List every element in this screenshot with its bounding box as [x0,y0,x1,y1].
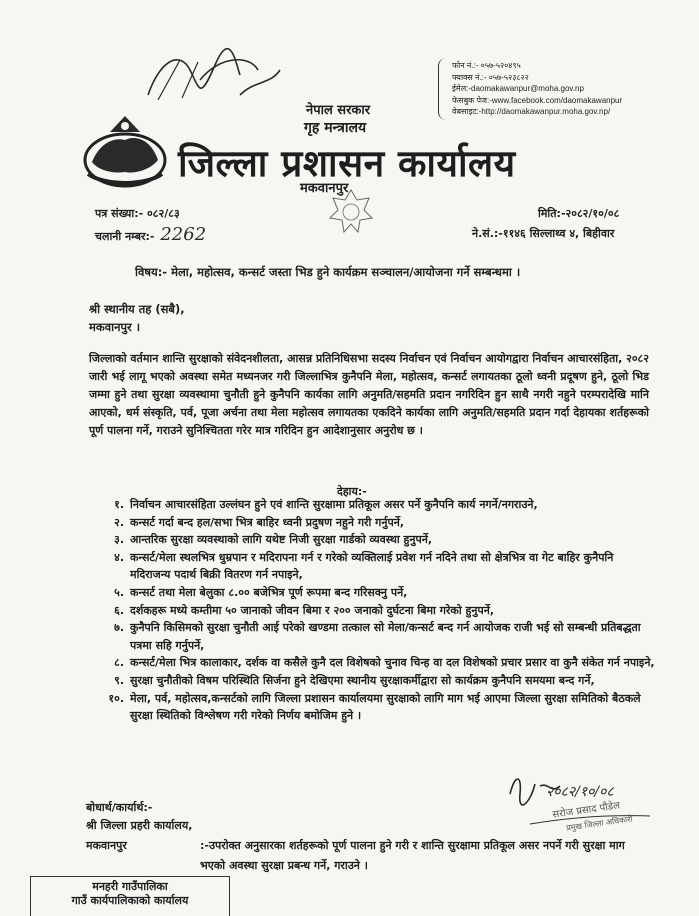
condition-text: दर्शकहरू मध्ये कम्तीमा ५० जानाको जीवन बिमा र २०० जनाको दुर्घटना बिमा गरेको हुनुपर्ने, [130,603,495,617]
condition-item [100,531,655,549]
email: ईमेल:-daomakawanpur@moha.gov.np [452,84,584,93]
nepal-sambat-date: ने.सं.:-११४६ सिल्लाथ्व ४, बिहीवार [472,227,615,240]
subject-line: विषय:- मेला, महोत्सव, कन्सर्ट जस्ता भिड हुने कार्यक्रम सञ्चालन/आयोजना गर्ने सम्बन्धमा । [135,265,521,279]
condition-number: ३. [114,533,124,547]
condition-item [100,619,655,654]
fax: फ्याक्स नं.:- ०५७-५२३८२२ [452,72,529,82]
letter-number: पत्र संख्या:- ०८२/८३ [95,207,180,220]
government-name: नेपाल सरकार [306,103,371,118]
condition-text: मेला, पर्व, महोत्सव,कन्सर्टको लागि जिल्ला प्रशासन कार्यालयमा सुरक्षाको लागि माग भई आएमा जिल्ला सुरक्षा समितिको बैठकले सुरक्षा स्थितिको विश्लेषण गरी गरेको निर्णय बमोजिम हुने । [130,691,641,723]
received-stamp [30,876,230,916]
conditions-heading: देहाय:- [337,485,367,498]
phone: फोन नं.:- ०५७-५२०४९५ [452,61,521,70]
condition-text: कन्सर्ट/मेला स्थलभित्र धुम्रपान र मदिरापना गर्न र गरेको व्यक्तिलाई प्रवेश गर्न नदिने तथा सो क्षेत्रभित्र वा गेट बाहिर कुनैपनि मदिराजन्य पदार्थ बिक्री वितरण गर्न नपाइने, [130,550,614,582]
condition-item [100,496,655,514]
received-stamp-line-1: मनहरी गाउँपालिका [92,880,168,893]
contact-block [452,60,622,118]
contact-brace [438,58,449,120]
dispatch-number-row [95,224,206,245]
condition-text: आन्तरिक सुरक्षा व्यवस्थाको लागि यथेष्ट निजी सुरक्षा गार्डको व्यवस्था हुनुपर्ने, [130,533,433,547]
condition-number: ५. [114,585,124,599]
office-seal-icon [326,186,376,242]
condition-number: २. [114,515,124,529]
nepal-emblem-icon [80,112,170,192]
recipient-line-1: श्री स्थानीय तह (सबै), [89,302,185,316]
handwritten-note [140,40,290,110]
signer-title: प्रमुख जिल्ला अधिकारी [565,814,634,833]
condition-item [100,602,655,620]
condition-text: कन्सर्ट गर्दा बन्द हल/सभा भित्र बाहिर ध्वनी प्रदुषण नहुने गरी गर्नुपर्ने, [130,515,405,529]
received-stamp-line-2: गाउँ कार्यपालिकाको कार्यालय [71,894,189,907]
recipient-line-2: मकवानपुर । [89,320,141,334]
condition-number: १. [114,498,124,511]
condition-text: सुरक्षा चुनौतीको विषम परिस्थिति सिर्जना हुने देखिएमा स्थानीय सुरक्षाकर्मीद्वारा सो कार्यक्रम कुनैपनि समयमा बन्द गर्ने, [130,673,595,687]
signature-date: २०८२/१०/०८ [546,784,614,800]
condition-text: निर्वाचन आचारसंहिता उल्लंघन हुने एवं शान्ति सुरक्षामा प्रतिकूल असर पर्ने कुनैपनि कार्य नगर्ने/नगराउने, [130,498,538,511]
condition-number: ६. [114,603,124,617]
condition-number: ८. [114,656,124,670]
condition-number: ९. [114,673,124,687]
district-name: मकवानपुर [300,181,349,196]
conditions-list [100,496,655,725]
ministry-name: गृह मन्त्रालय [304,120,367,136]
condition-item [100,514,655,532]
condition-number: १०. [108,691,124,705]
condition-text: कुनैपनि किसिमको सुरक्षा चुनौती आई परेको खण्डमा तत्काल सो मेला/कन्सर्ट बन्द गर्न आयोजक राजी भई सो सम्बन्धी प्रतिबद्धता पत्रमा सहि गर्नुपर्ने, [130,621,641,652]
dispatch-label: चलानी नम्बर:- [95,230,155,243]
condition-text: कन्सर्ट/मेला भित्र कालाकार, दर्शक वा कसैले कुनै दल विशेषको चुनाव चिन्ह वा दल विशेषको प्रचार प्रसार वा कुनै संकेत गर्न नपाइने, [130,656,655,670]
cc-office: श्री जिल्ला प्रहरी कार्यालय, [86,819,193,832]
signer-name: सरोज प्रसाद पौडेल [551,800,621,821]
body-paragraph: जिल्लाको वर्तमान शान्ति सुरक्षाको संवेदनशीलता, आसन्न प्रतिनिधिसभा सदस्य निर्वाचन एवं निर्वाचन आयोगद्वारा निर्वाचन आचारसंहिता, २०८२ जारी भई लागू भएको अवस्था समेत मध्यनजर गरी जिल्लाभित्र कुनैपनि मेला, महोत्सव, कन्सर्ट लगायतका ठूलो ध्वनी प्रदूषण हुने, ठूलो भिड जम्मा हुने तथा सुरक्षा व्यवस्थामा चुनौती हुने कुनैपनि कार्यका लागि अनुमति/सहमति प्रदान नगरिदिन हुन साथै नगरी नहुने परम्परादेखि मानि आएको, धर्म संस्कृति, पर्व, पूजा अर्चना तथा मेला महोत्सव लगायतका एकदिने कार्यका लागि अनुमति/सहमति प्रदान गर्दा देहायका शर्तहरूको पूर्ण पालना गर्ने, गराउने सुनिश्चितता गरेर मात्र गरिदिन हुन आदेशानुसार अनुरोध छ । [89,352,649,437]
condition-item [100,584,655,602]
condition-item [100,549,655,584]
cc-note: :-उपरोक्त अनुसारका शर्तहरूको पूर्ण पालना हुने गरी र शान्ति सुरक्षामा प्रतिकूल असर नपर्ने गरी सुरक्षा माग भएको अवस्था सुरक्षा प्रबन्ध गर्ने, गराउने । [200,839,625,872]
facebook: फेसबुक पेज:-www.facebook.com/daomakawanpur [452,95,623,105]
condition-item [100,654,655,672]
cc-heading: बोधार्थ/कार्यार्थ:- [86,801,153,814]
condition-item [100,690,655,725]
dispatch-number: 2262 [160,224,207,245]
condition-number: ७. [114,621,124,635]
cc-place: मकवानपुर [86,839,127,852]
condition-item [100,672,655,690]
condition-number: ४. [114,550,124,564]
website: वेबसाइट:-http://daomakawanpur.moha.gov.np/ [452,107,611,116]
office-title: जिल्ला प्रशासन कार्यालय [178,142,516,185]
letter-date: मिति:-२०८२/१०/०८ [538,207,620,220]
condition-text: कन्सर्ट तथा मेला बेलुका ८.०० बजेभित्र पूर्ण रूपमा बन्द गरिसक्नु पर्ने, [130,585,408,599]
